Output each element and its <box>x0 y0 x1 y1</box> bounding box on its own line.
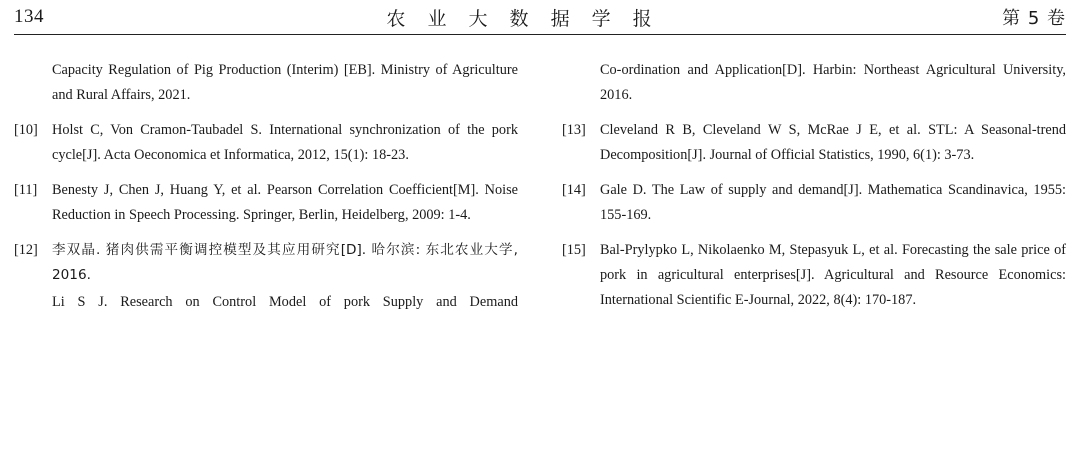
running-header <box>0 0 1080 34</box>
reference-text-translated: Li S J. Research on Control Model of pork Supply and Demand <box>52 293 518 310</box>
page-number: 134 <box>14 6 44 27</box>
reference-marker: [15] <box>562 242 586 259</box>
reference-column-left <box>14 58 518 325</box>
reference-text-cjk: 李双晶. 猪肉供需平衡调控模型及其应用研究[D]. 哈尔滨: 东北农业大学, 2016. <box>52 242 518 284</box>
reference-marker: [10] <box>14 122 38 139</box>
reference-entry <box>562 58 1066 107</box>
reference-marker <box>14 58 52 107</box>
reference-column-right <box>562 58 1066 325</box>
header-divider <box>14 34 1066 35</box>
reference-text: Cleveland R B, Cleveland W S, McRae J E, et al. STL: A Seasonal-trend Decomposition[J]. Journal of Official Statistics, 1990, 6(1): 3-73. <box>600 122 1066 163</box>
reference-marker: [13] <box>562 122 586 139</box>
reference-entry <box>14 58 518 107</box>
reference-marker: [12] <box>14 242 38 259</box>
reference-columns <box>14 58 1066 325</box>
reference-marker: [14] <box>562 182 586 199</box>
reference-entry <box>14 178 518 227</box>
reference-text: Holst C, Von Cramon-Taubadel S. International synchronization of the pork cycle[J]. Acta Oeconomica et Informatica, 2012, 15(1): 18-23. <box>52 122 518 163</box>
reference-text: Co-ordination and Application[D]. Harbin: Northeast Agricultural University, 2016. <box>600 62 1066 103</box>
reference-entry <box>14 118 518 167</box>
reference-marker <box>562 58 600 107</box>
reference-text: Gale D. The Law of supply and demand[J]. Mathematica Scandinavica, 1955: 155-169. <box>600 182 1066 223</box>
reference-entry <box>562 118 1066 167</box>
reference-text: Capacity Regulation of Pig Production (Interim) [EB]. Ministry of Agriculture and Rural Affairs, 2021. <box>52 62 518 103</box>
reference-entry <box>562 178 1066 227</box>
reference-entry <box>14 238 518 314</box>
reference-entry <box>562 238 1066 312</box>
reference-marker: [11] <box>14 182 38 199</box>
journal-title: 农 业 大 数 据 学 报 <box>386 7 660 30</box>
reference-text-group <box>52 238 518 314</box>
reference-text: Benesty J, Chen J, Huang Y, et al. Pearson Correlation Coefficient[M]. Noise Reduction in Speech Processing. Springer, Berlin, Heidelberg, 2009: 1-4. <box>52 182 518 223</box>
reference-text: Bal-Prylypko L, Nikolaenko M, Stepasyuk L, et al. Forecasting the sale price of pork in agricultural enterprises[J]. Agricultural and Resource Economics: International Scientific E-Journal, 2022, 8(4): 170-187. <box>600 242 1066 308</box>
volume-label: 第 5 卷 <box>1002 8 1066 29</box>
